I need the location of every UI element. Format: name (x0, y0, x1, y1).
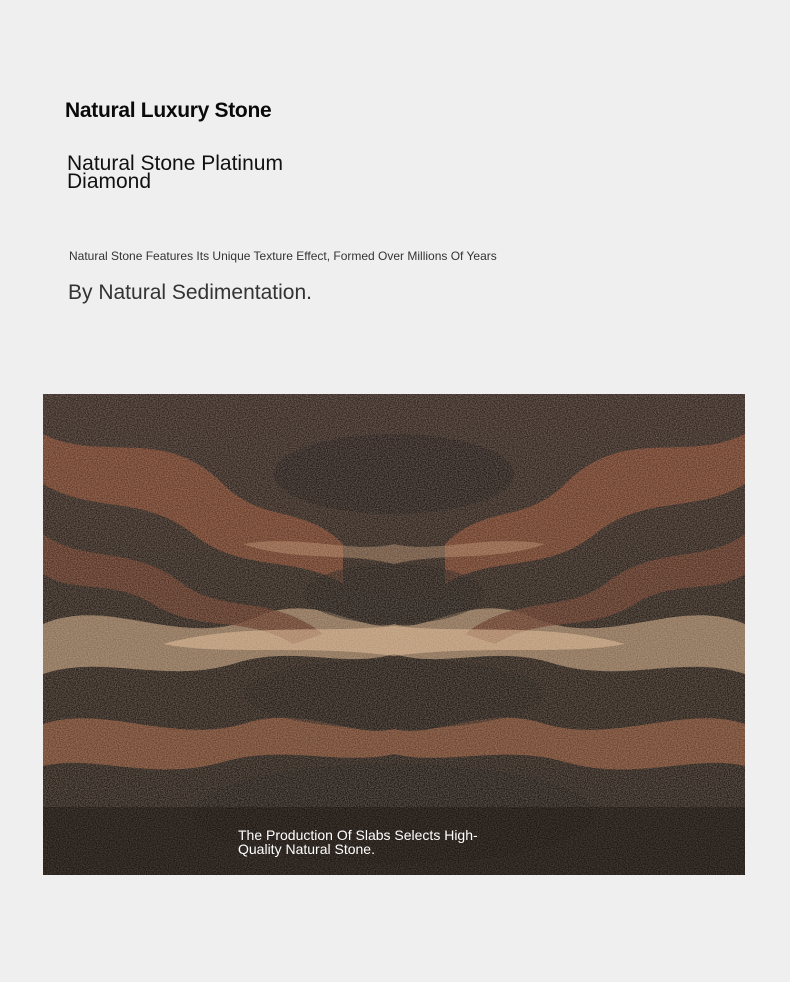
stone-texture-graphic (43, 394, 745, 875)
product-name: Natural Stone Platinum Diamond (67, 152, 283, 193)
page-title: Natural Luxury Stone (65, 99, 272, 122)
description-line-1: Natural Stone Features Its Unique Texture Effect, Formed Over Millions Of Years (69, 249, 497, 263)
description-line-2: By Natural Sedimentation. (68, 281, 312, 304)
stone-texture-image (43, 394, 745, 875)
stone-caption: The Production Of Slabs Selects High-Quality Natural Stone. (238, 827, 478, 857)
